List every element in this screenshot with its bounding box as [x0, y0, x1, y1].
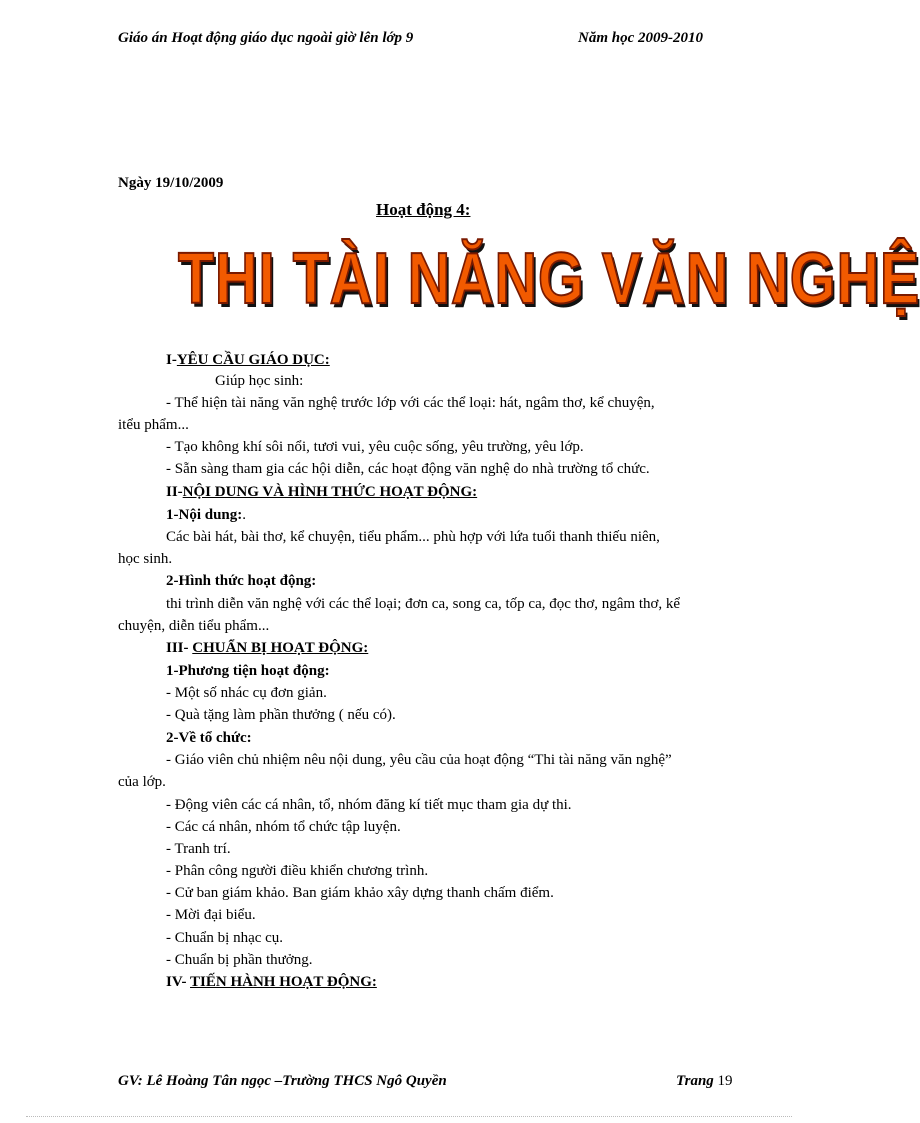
section-3-bullet-2: - Động viên các cá nhân, tổ, nhóm đăng kí tiết mục tham gia dự thi. [166, 797, 572, 813]
section-3-bullet-7: - Mời đại biểu. [166, 907, 256, 923]
section-1-bullet-2: - Tạo không khí sôi nổi, tươi vui, yêu cuộc sống, yêu trường, yêu lớp. [166, 439, 584, 455]
section-2-sub-1 [166, 507, 246, 524]
section-3-title: CHUẨN BỊ HOẠT ĐỘNG: [192, 640, 369, 656]
section-3-bullet-3: - Các cá nhân, nhóm tổ chức tập luyện. [166, 819, 401, 835]
section-2-para-2-line-2: chuyện, diễn tiểu phẩm... [118, 618, 270, 634]
section-1-bullet-3: - Sẵn sàng tham gia các hội diễn, các hoạt động văn nghệ do nhà trường tổ chức. [166, 461, 650, 477]
section-3-item-1: - Một số nhác cụ đơn giản. [166, 685, 327, 701]
section-2-sub-1-label: 1-Nội dung: [166, 507, 243, 523]
section-1-bullet-1-line-1: - Thể hiện tài năng văn nghệ trước lớp với các thể loại: hát, ngâm thơ, kể chuyện, [166, 395, 655, 411]
section-1-prefix: I- [166, 352, 177, 368]
section-2-title: NỘI DUNG VÀ HÌNH THỨC HOẠT ĐỘNG: [182, 484, 478, 500]
header-right: Năm học 2009-2010 [578, 30, 703, 46]
section-3-bullet-8: - Chuẩn bị nhạc cụ. [166, 930, 284, 946]
section-4-heading [166, 974, 377, 991]
section-1-bullet-1-line-2: itểu phẩm... [118, 417, 189, 433]
activity-heading: Hoạt động 4: [376, 200, 471, 219]
footer-left: GV: Lê Hoàng Tân ngọc –Trường THCS Ngô Quyền [118, 1073, 447, 1089]
section-3-bullet-1-line-1: - Giáo viên chủ nhiệm nêu nội dung, yêu cầu của hoạt động “Thi tài năng văn nghệ” [166, 752, 672, 768]
section-3-heading [166, 640, 368, 657]
section-1-heading [166, 352, 330, 369]
footer-page-number: 19 [717, 1073, 733, 1089]
section-3-sub-2: 2-Về tổ chức: [166, 730, 252, 746]
section-2-para-2-line-1: thi trình diễn văn nghệ với các thể loại; đơn ca, song ca, tốp ca, đọc thơ, ngâm thơ, kể [166, 596, 681, 612]
section-4-title: TIẾN HÀNH HOẠT ĐỘNG: [190, 974, 377, 990]
header-left: Giáo án Hoạt động giáo dục ngoài giờ lên lớp 9 [118, 30, 414, 46]
section-2-sub-2: 2-Hình thức hoạt động: [166, 573, 317, 589]
banner-title: THI TÀI NĂNG VĂN NGHỆ [178, 239, 920, 319]
section-3-bullet-1-line-2: của lớp. [118, 774, 166, 790]
section-3-item-2: - Quà tặng làm phần thưởng ( nếu có). [166, 707, 396, 723]
footer-page [676, 1073, 733, 1090]
section-1-intro: Giúp học sinh: [215, 373, 304, 389]
section-1-title: YÊU CẦU GIÁO DỤC: [176, 352, 330, 368]
footer-page-label: Trang [676, 1073, 714, 1089]
section-2-prefix: II- [166, 484, 183, 500]
section-2-para-1-line-2: học sinh. [118, 551, 173, 567]
section-2-sub-1-trail: . [242, 507, 247, 523]
section-2-para-1-line-1: Các bài hát, bài thơ, kể chuyện, tiểu phẩm... phù hợp với lứa tuổi thanh thiếu niên, [166, 529, 660, 545]
section-3-bullet-6: - Cử ban giám khảo. Ban giám khảo xây dựng thanh chấm điểm. [166, 885, 554, 901]
section-2-heading [166, 484, 477, 501]
page-bottom-divider [26, 1116, 792, 1117]
section-3-prefix: III- [166, 640, 193, 656]
date-line: Ngày 19/10/2009 [118, 175, 224, 191]
section-3-bullet-4: - Tranh trí. [166, 841, 231, 857]
section-3-bullet-9: - Chuẩn bị phần thưởng. [166, 952, 313, 968]
section-3-sub-1: 1-Phương tiện hoạt động: [166, 663, 330, 679]
section-4-prefix: IV- [166, 974, 191, 990]
section-3-bullet-5: - Phân công người điều khiển chương trình. [166, 863, 429, 879]
